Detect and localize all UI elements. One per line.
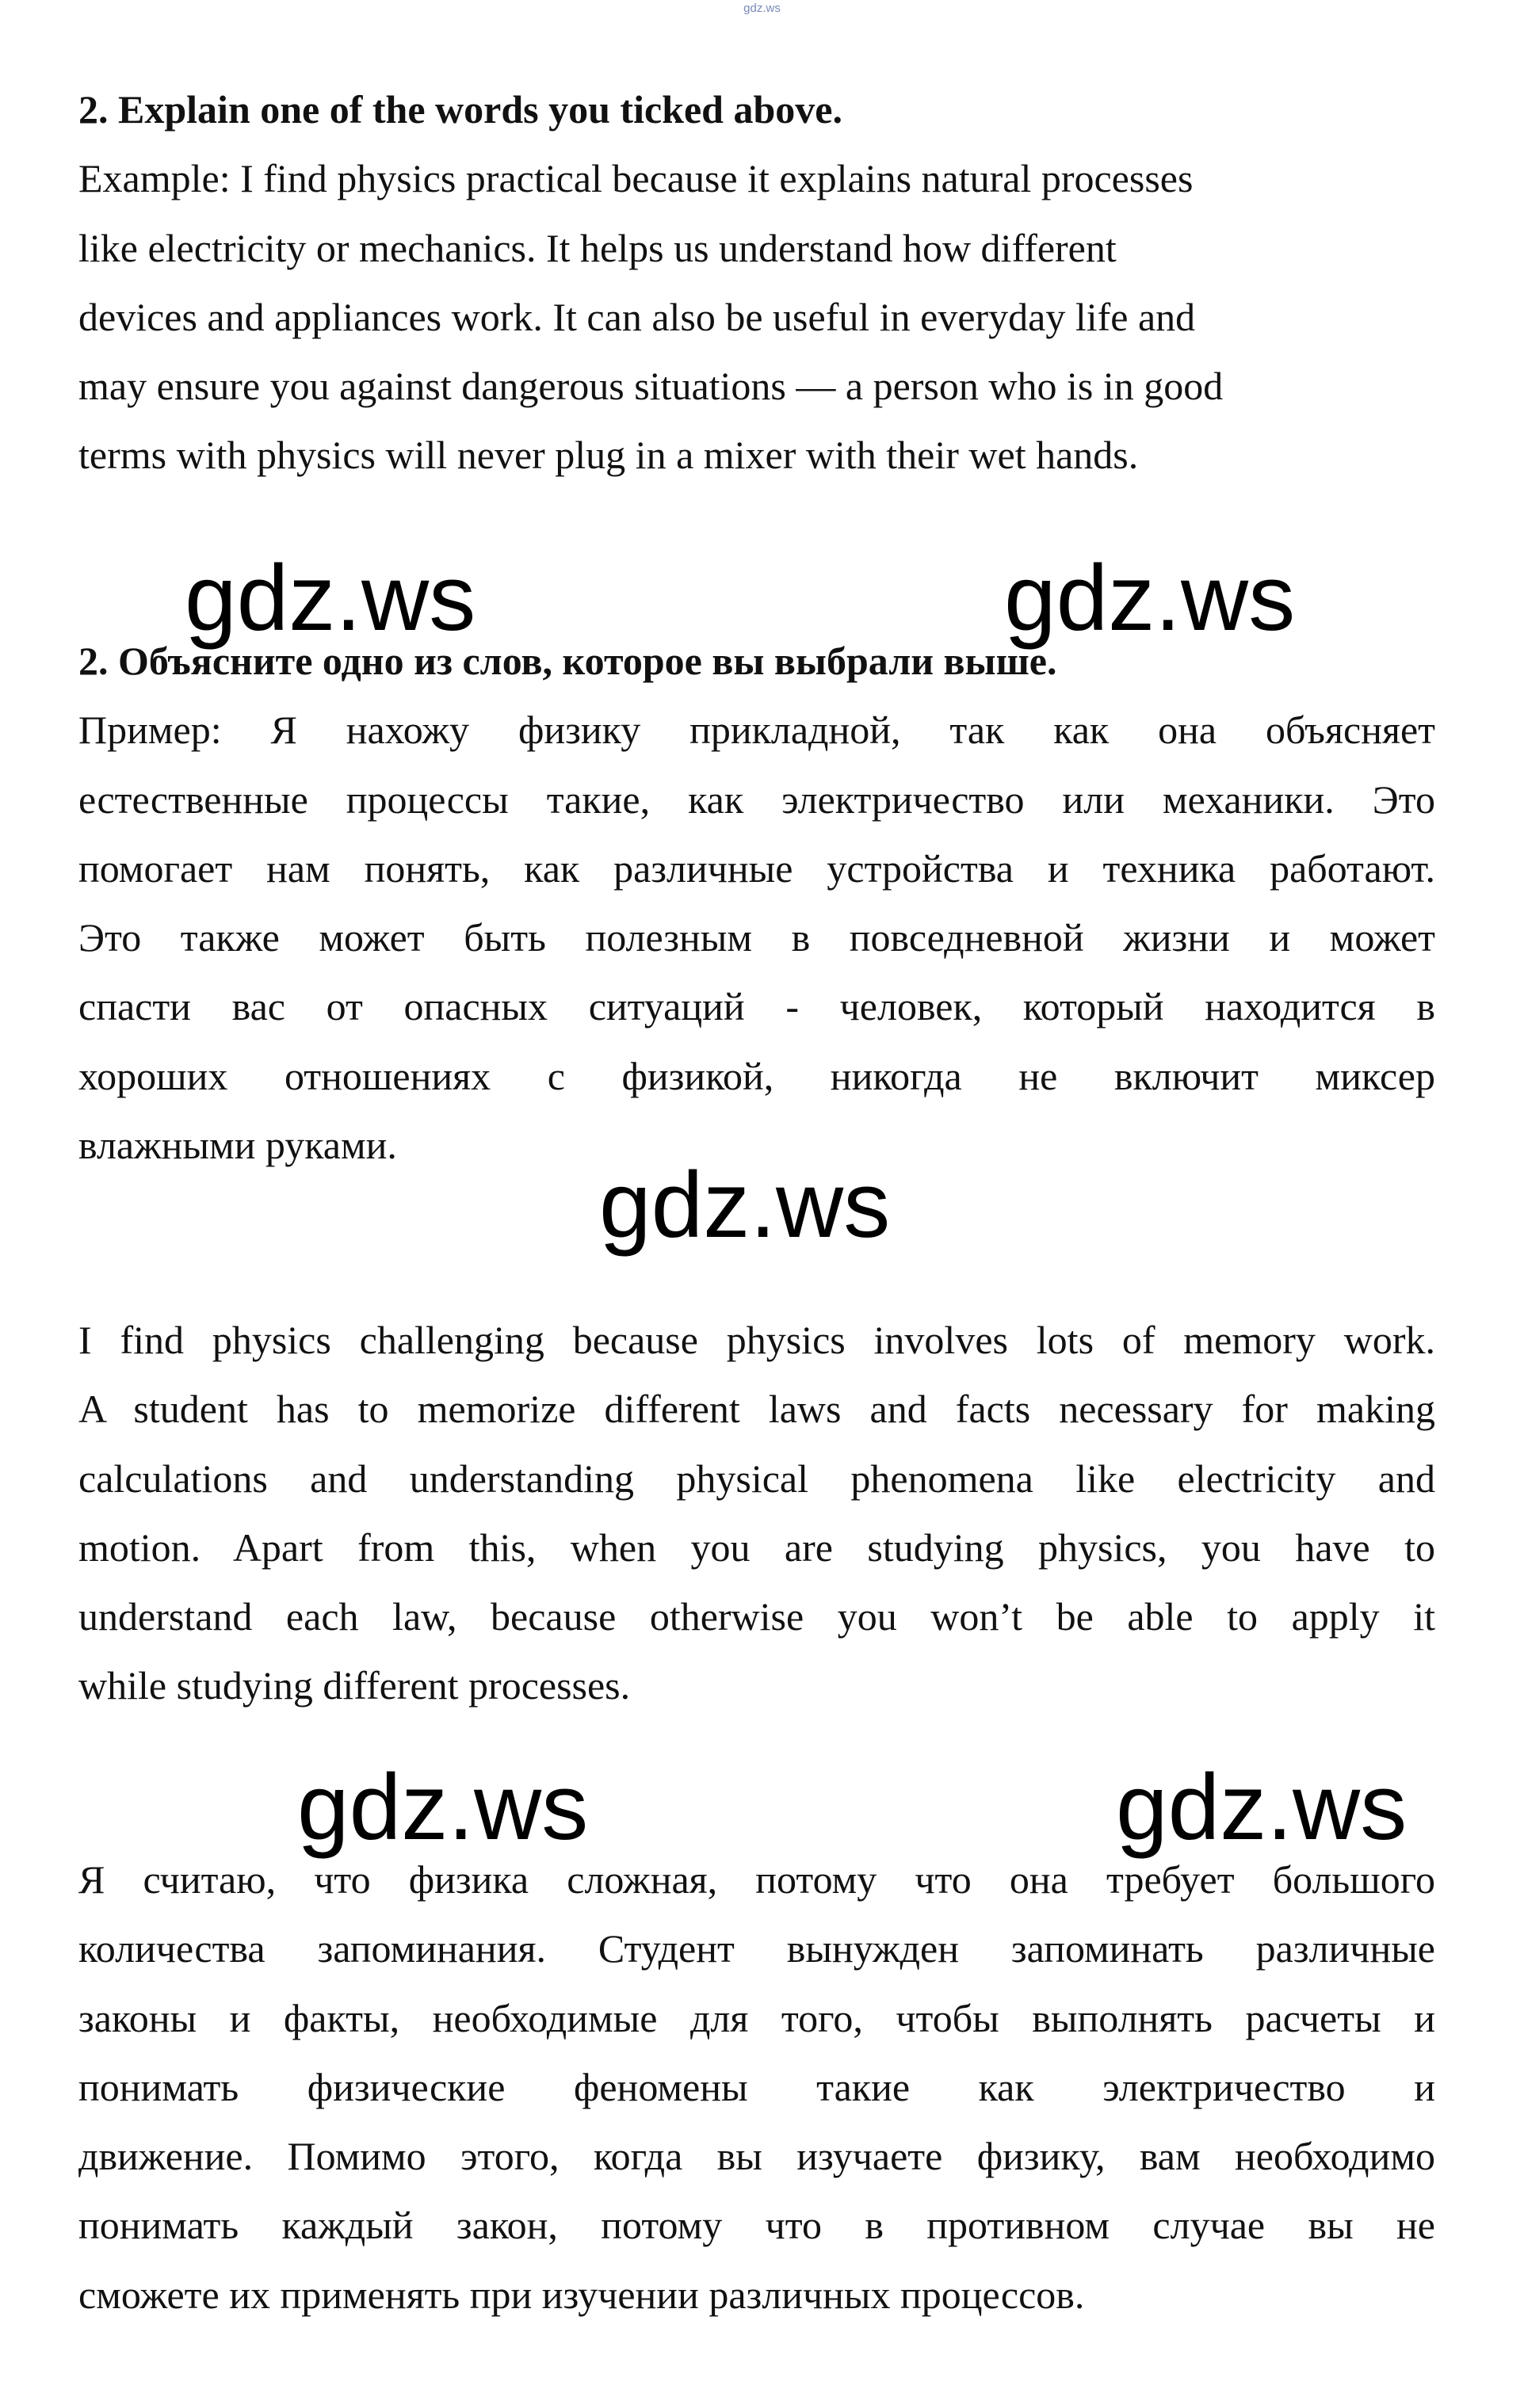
paragraph-line: понимать каждый закон, потому что в противном случае вы не: [78, 2203, 1435, 2248]
paragraph-line: сможете их применять при изучении различных процессов.: [78, 2272, 1085, 2317]
watermark-logo: gdz.ws: [185, 546, 476, 651]
paragraph-line: влажными руками.: [78, 1123, 397, 1168]
paragraph-line: помогает нам понять, как различные устройства и техника работают.: [78, 845, 1435, 891]
section-english-practical: [78, 75, 1435, 490]
watermark-logo: gdz.ws: [599, 1153, 891, 1257]
section-heading: 2. Explain one of the words you ticked above.: [78, 87, 842, 132]
paragraph-line: понимать физические феномены такие как электричество и: [78, 2064, 1435, 2109]
paragraph-line: количества запоминания. Студент вынужден запоминать различные: [78, 1926, 1435, 1971]
paragraph-line: devices and appliances work. It can also be useful in everyday life and: [78, 294, 1196, 339]
paragraph-line: A student has to memorize different laws and facts necessary for making: [78, 1387, 1435, 1432]
watermark-logo: gdz.ws: [297, 1755, 589, 1860]
paragraph-line: may ensure you against dangerous situations — a person who is in good: [78, 364, 1224, 409]
paragraph-line: motion. Apart from this, when you are studying physics, you have to: [78, 1525, 1435, 1570]
watermark-logo: gdz.ws: [1116, 1755, 1408, 1860]
paragraph-line: хороших отношениях с физикой, никогда не включит миксер: [78, 1053, 1435, 1098]
paragraph-line: calculations and understanding physical phenomena like electricity and: [78, 1456, 1435, 1501]
paragraph-line: terms with physics will never plug in a mixer with their wet hands.: [78, 433, 1139, 478]
paragraph-line: Пример: Я нахожу физику прикладной, так как она объясняет: [78, 708, 1435, 753]
paragraph-line: like electricity or mechanics. It helps us understand how different: [78, 225, 1117, 270]
paragraph-line: Это также может быть полезным в повседневной жизни и может: [78, 915, 1435, 960]
paragraph-line: while studying different processes.: [78, 1663, 631, 1708]
paragraph-line: естественные процессы такие, как электричество или механики. Это: [78, 777, 1435, 822]
watermark-logo: gdz.ws: [1004, 546, 1296, 651]
paragraph-line: движение. Помимо этого, когда вы изучаете физику, вам необходимо: [78, 2134, 1435, 2179]
section-russian-challenging: [78, 1845, 1435, 2330]
paragraph-line: Я считаю, что физика сложная, потому что она требует большого: [78, 1857, 1435, 1902]
paragraph-line: understand each law, because otherwise you won’t be able to apply it: [78, 1594, 1435, 1639]
paragraph-line: спасти вас от опасных ситуаций - человек, который находится в: [78, 984, 1435, 1029]
paragraph-line: Example: I find physics practical because it explains natural processes: [78, 156, 1194, 201]
section-russian-practical: [78, 627, 1435, 1180]
section-english-challenging: [78, 1306, 1435, 1721]
section-heading: 2. Объясните одно из слов, которое вы выбрали выше.: [78, 639, 1057, 683]
paragraph-line: законы и факты, необходимые для того, чтобы выполнять расчеты и: [78, 1995, 1435, 2040]
paragraph-line: I find physics challenging because physics involves lots of memory work.: [78, 1318, 1435, 1362]
page-header-mark: gdz.ws: [743, 2, 781, 15]
